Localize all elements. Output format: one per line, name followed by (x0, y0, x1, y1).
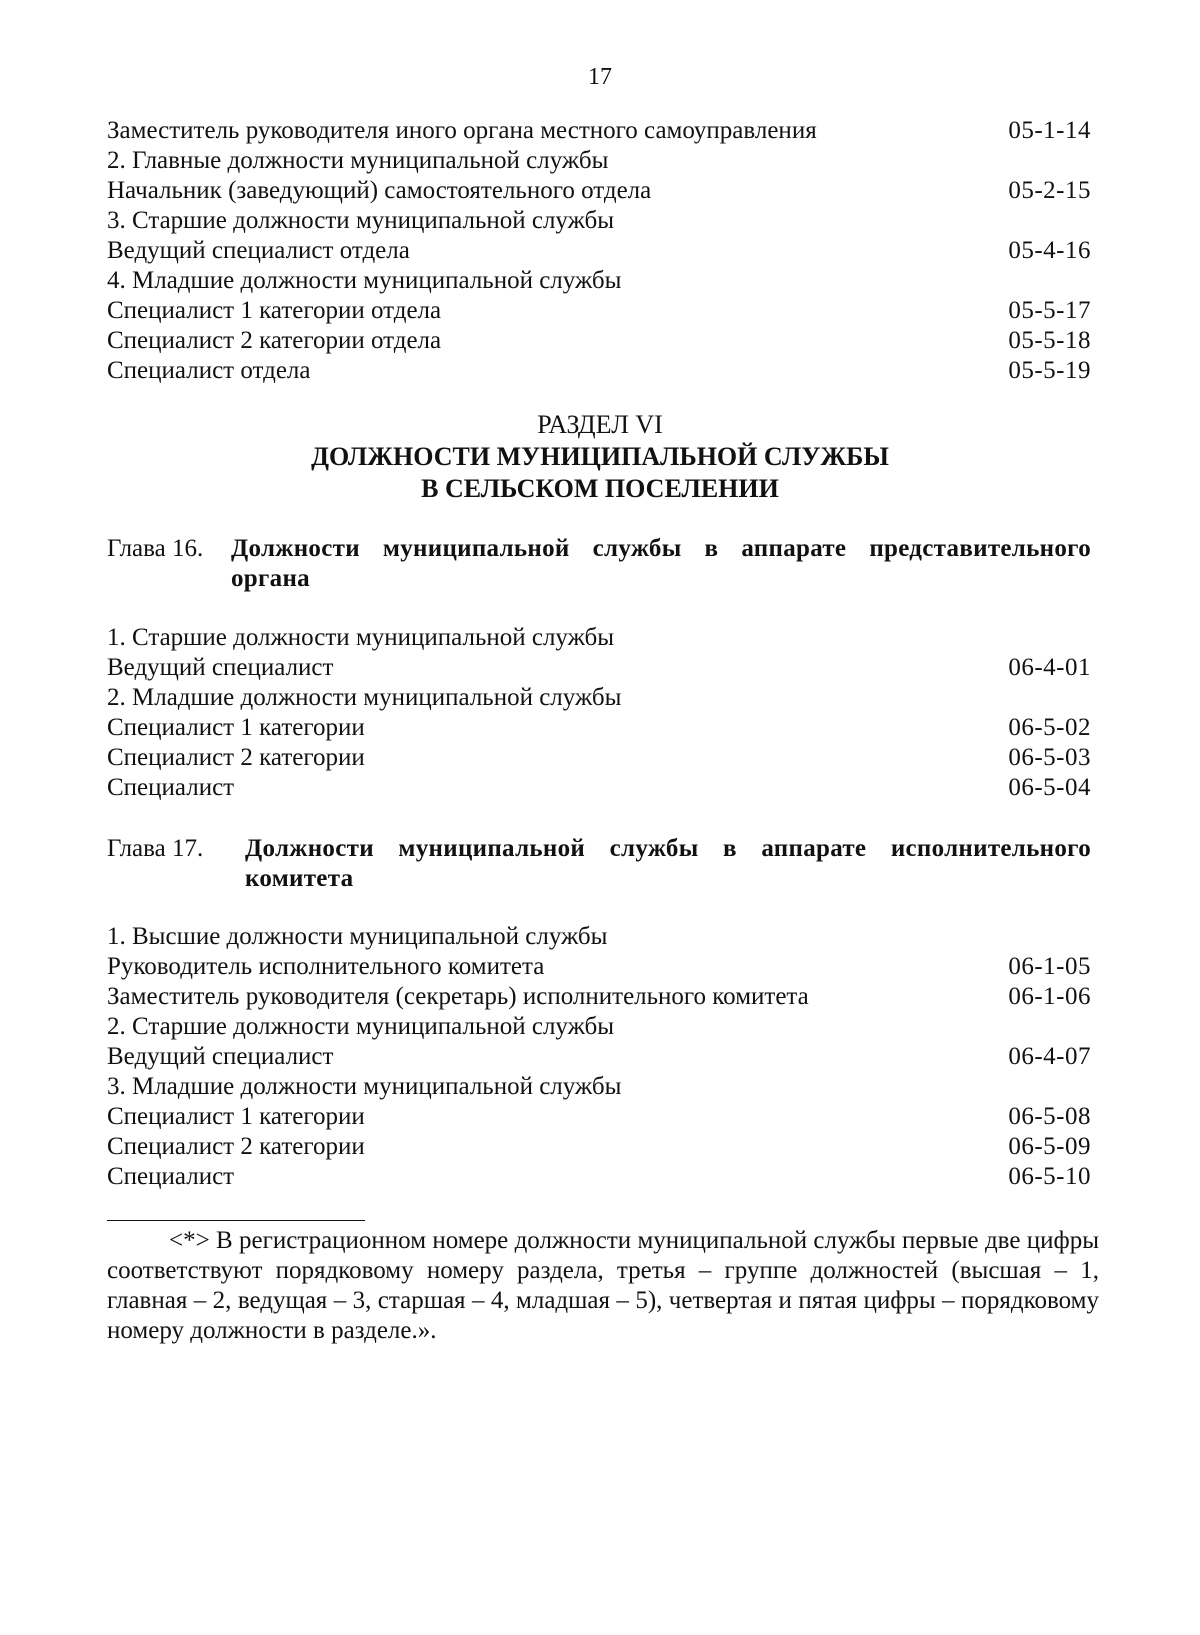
list-item (107, 713, 1091, 743)
position-code: 06-4-01 (1008, 654, 1091, 681)
list-item (107, 653, 1091, 683)
position-title: Заместитель руководителя иного органа местного самоуправления (107, 117, 817, 144)
position-code: 06-1-05 (1008, 953, 1091, 980)
list-item (107, 773, 1091, 803)
position-code: 05-5-19 (1008, 357, 1091, 384)
position-title: Специалист 1 категории (107, 1103, 365, 1130)
position-code: 06-5-10 (1008, 1163, 1091, 1190)
position-code: 06-1-06 (1008, 983, 1091, 1010)
section-subtitle-line2: В СЕЛЬСКОМ ПОСЕЛЕНИИ (421, 474, 779, 503)
group-title: 1. Высшие должности муниципальной службы (107, 923, 608, 950)
list-item (107, 743, 1091, 773)
position-title: Руководитель исполнительного комитета (107, 953, 545, 980)
position-title: Специалист 1 категории (107, 714, 365, 741)
group-title: 1. Старшие должности муниципальной службы (107, 624, 615, 651)
list-item (107, 1042, 1091, 1072)
group-heading (107, 146, 1091, 176)
list-item (107, 326, 1091, 356)
position-code: 06-4-07 (1008, 1043, 1091, 1070)
chapter-label: Глава 16. (107, 535, 204, 562)
position-title: Специалист 1 категории отдела (107, 297, 442, 324)
position-title: Специалист (107, 1163, 235, 1190)
footnote-divider (107, 1220, 365, 1221)
position-code: 05-5-17 (1008, 297, 1091, 324)
position-code: 06-5-02 (1008, 714, 1091, 741)
position-title: Специалист (107, 774, 235, 801)
position-code: 05-4-16 (1008, 237, 1091, 264)
group-title: 2. Главные должности муниципальной службы (107, 147, 609, 174)
chapter-17-heading (107, 834, 1091, 894)
position-title: Специалист отдела (107, 357, 311, 384)
list-item (107, 356, 1091, 386)
group-heading (107, 266, 1091, 296)
position-code: 05-5-18 (1008, 327, 1091, 354)
list-item (107, 1102, 1091, 1132)
position-title: Специалист 2 категории отдела (107, 327, 442, 354)
chapter-title: Должности муниципальной службы в аппарате исполнительного комитета (245, 835, 1091, 892)
position-code: 06-5-03 (1008, 744, 1091, 771)
position-title: Специалист 2 категории (107, 1133, 365, 1160)
chapter-16-list (107, 623, 1091, 803)
page-number: 17 (588, 64, 612, 90)
group-heading (107, 206, 1091, 236)
position-title: Ведущий специалист отдела (107, 237, 410, 264)
list-item (107, 952, 1091, 982)
group-heading (107, 623, 1091, 653)
group-heading (107, 1072, 1091, 1102)
group-title: 3. Старшие должности муниципальной службы (107, 207, 615, 234)
chapter-17-list (107, 922, 1091, 1192)
group-heading (107, 683, 1091, 713)
list-item (107, 296, 1091, 326)
list-item (107, 1162, 1091, 1192)
top-list (107, 116, 1091, 386)
group-title: 2. Младшие должности муниципальной службы (107, 684, 622, 711)
position-code: 06-5-04 (1008, 774, 1091, 801)
position-title: Специалист 2 категории (107, 744, 365, 771)
list-item (107, 176, 1091, 206)
list-item (107, 1132, 1091, 1162)
group-heading (107, 1012, 1091, 1042)
chapter-label: Глава 17. (107, 835, 204, 862)
position-code: 05-1-14 (1008, 117, 1091, 144)
position-code: 06-5-09 (1008, 1133, 1091, 1160)
position-title: Ведущий специалист (107, 1043, 334, 1070)
chapter-16-heading (107, 534, 1091, 594)
section-subtitle-line1: ДОЛЖНОСТИ МУНИЦИПАЛЬНОЙ СЛУЖБЫ (311, 442, 889, 471)
list-item (107, 236, 1091, 266)
list-item (107, 982, 1091, 1012)
group-title: 3. Младшие должности муниципальной службы (107, 1073, 622, 1100)
section-title: РАЗДЕЛ VI (537, 410, 663, 439)
position-code: 05-2-15 (1008, 177, 1091, 204)
group-title: 4. Младшие должности муниципальной службы (107, 267, 622, 294)
chapter-title: Должности муниципальной службы в аппарате представительного органа (231, 535, 1091, 592)
position-title: Начальник (заведующий) самостоятельного отдела (107, 177, 652, 204)
position-code: 06-5-08 (1008, 1103, 1091, 1130)
footnote: <*> В регистрационном номере должности муниципальной службы первые две цифры соответствуют порядковому номеру раздела, третья – группе должностей (высшая – 1, главная – 2, ведущая – 3, старшая – 4, младшая – 5), четвертая и пятая цифры – порядковому номеру должности в разделе.». (107, 1227, 1099, 1344)
list-item (107, 116, 1091, 146)
group-heading (107, 922, 1091, 952)
position-title: Заместитель руководителя (секретарь) исполнительного комитета (107, 983, 809, 1010)
position-title: Ведущий специалист (107, 654, 334, 681)
group-title: 2. Старшие должности муниципальной службы (107, 1013, 615, 1040)
section-heading (0, 409, 1200, 505)
